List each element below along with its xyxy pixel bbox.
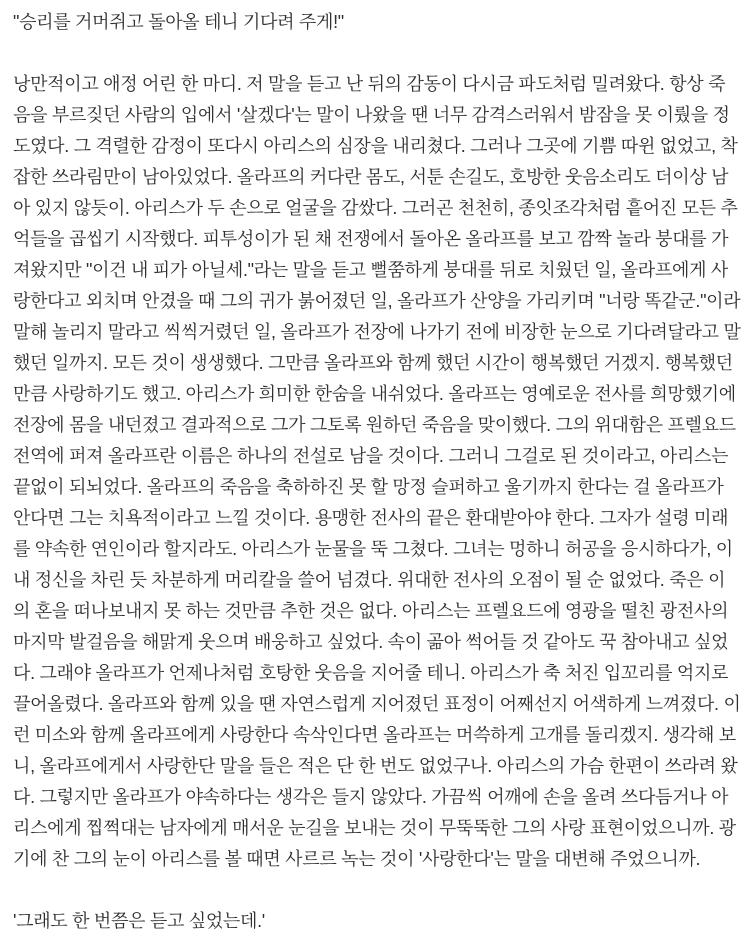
inner-thought-line: '그래도 한 번쯤은 듣고 싶었는데.'	[13, 911, 265, 931]
story-paragraph: 낭만적이고 애정 어린 한 마디. 저 말을 듣고 난 뒤의 감동이 다시금 파도처럼 밀려왔다. 항상 죽음을 부르짖던 사람의 입에서 '살겠다'는 말이 나왔을 땐 너무 감격스러워서 밤잠을 못 이뤘을 정도였다. 그 격렬한 감정이 또다시 아리스의 심장을 내리쳤다. 그러나 그곳에 기쁨 따윈 없었고, 착잡한 쓰라림만이 남아있었다. 올라프의 커다란 몸도, 서툰 손길도, 호방한 웃음소리도 더이상 남아 있지 않듯이. 아리스가 두 손으로 얼굴을 감쌌다. 그러곤 천천히, 종잇조각처럼 흩어진 모든 추억들을 곱씹기 시작했다. 피투성이가 된 채 전쟁에서 돌아온 올라프를 보고 깜짝 놀라 붕대를 가져왔지만 "이건 내 피가 아닐세."라는 말을 듣고 뻘쭘하게 붕대를 뒤로 치웠던 일, 올라프에게 사랑한다고 외치며 안겼을 때 그의 귀가 붉어졌던 일, 올라프가 산양을 가리키며 "너랑 똑같군."이라 말해 놀리지 말라고 씩씩거렸던 일, 올라프가 전장에 나가기 전에 비장한 눈으로 기다려달라고 말했던 일까지. 모든 것이 생생했다. 그만큼 올라프와 함께 했던 시간이 행복했던 거겠지. 행복했던 만큼 사랑하기도 했고. 아리스가 희미한 한숨을 내쉬었다. 올라프는 영예로운 전사를 희망했기에 전장에 몸을 내던졌고 결과적으로 그가 그토록 원하던 죽음을 맞이했다. 그의 위대함은 프렐요드 전역에 퍼져 올라프란 이름은 하나의 전설로 남을 것이다. 그러니 그걸로 된 것이라고, 아리스는 끝없이 되뇌었다. 올라프의 죽음을 축하하진 못 할 망정 슬퍼하고 울기까지 한다는 걸 올라프가 안다면 그는 치욕적이라고 느낄 것이다. 용맹한 전사의 끝은 환대받아야 한다. 그자가 설령 미래를 약속한 연인이라 할지라도. 아리스가 눈물을 뚝 그쳤다. 그녀는 멍하니 허공을 응시하다가, 이내 정신을 차린 듯 차분하게 머리칼을 쓸어 넘겼다. 위대한 전사의 오점이 될 순 없었다. 죽은 이의 혼을 떠나보내지 못 하는 것만큼 추한 것은 없다. 아리스는 프렐요드에 영광을 떨친 광전사의 마지막 발걸음을 해맑게 웃으며 배웅하고 싶었다. 속이 곪아 썩어들 것 같아도 꾹 참아내고 싶었다. 그래야 올라프가 언제나처럼 호탕한 웃음을 지어줄 테니. 아리스가 축 처진 입꼬리를 억지로 끌어올렸다. 올라프와 함께 있을 땐 자연스럽게 지어졌던 표정이 어째선지 어색하게 느껴졌다. 이런 미소와 함께 올라프에게 사랑한다 속삭인다면 올라프는 머쓱하게 고개를 돌리겠지. 생각해 보니, 올라프에게서 사랑한단 말을 들은 적은 단 한 번도 없었구나. 아리스의 가슴 한편이 쓰라려 왔다. 그렇지만 올라프가 야속하다는 생각은 들지 않았다. 가끔씩 어깨에 손을 올려 쓰다듬거나 아리스에게 찝쩍대는 남자에게 매서운 눈길을 보내는 것이 무뚝뚝한 그의 사랑 표현이었으니까. 광기에 찬 그의 눈이 아리스를 볼 때면 사르르 녹는 것이 '사랑한다'는 말을 대변해 주었으니까.	[13, 74, 741, 869]
dialogue-line: "승리를 거머쥐고 돌아올 테니 기다려 주게!"	[13, 12, 344, 32]
